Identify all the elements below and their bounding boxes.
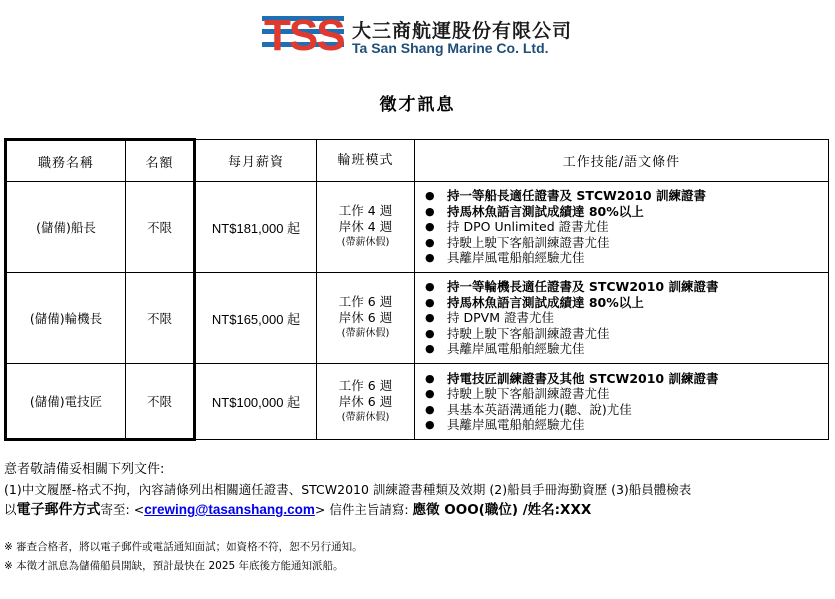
skill-item: ● 持駛上駛下客船訓練證書尤佳: [425, 386, 610, 401]
email-link[interactable]: crewing@tasanshang.com: [144, 502, 315, 517]
company-name-en: Ta San Shang Marine Co. Ltd.: [352, 40, 549, 56]
company-logo: [262, 10, 582, 56]
job-skills: [415, 273, 829, 364]
table-row: [6, 273, 829, 364]
job-shift: [317, 364, 415, 440]
job-quota: 不限: [126, 182, 195, 273]
bullet-icon: ●: [425, 402, 435, 416]
skills-list: [415, 186, 828, 268]
job-quota: 不限: [126, 364, 195, 440]
bullet-icon: ●: [425, 371, 435, 385]
skill-item: ● 持電技匠訓練證書及其他 STCW2010 訓練證書: [425, 370, 719, 386]
skill-item: ● 持 DPO Unlimited 證書尤佳: [425, 219, 609, 235]
shift-note: (帶薪休假): [341, 411, 390, 423]
logo-text: TSS: [264, 11, 344, 54]
shift-note: (帶薪休假): [341, 328, 390, 339]
instructions-heading: 意者敬請備妥相關下列文件:: [4, 462, 165, 477]
bullet-icon: ●: [425, 342, 435, 356]
application-instructions: [4, 460, 832, 520]
note-item: ※ 審查合格者，將以電子郵件或電話通知面試；如資格不符，恕不另行通知。: [4, 541, 363, 553]
skills-list: [415, 277, 828, 359]
job-salary: NT$181,000 起: [195, 182, 317, 273]
skill-item: ● 持馬林魚語言測試成績達 80%以上: [425, 203, 644, 219]
header-shift: 輪班模式: [317, 140, 415, 182]
bullet-icon: ●: [425, 311, 435, 325]
job-skills: [415, 364, 829, 440]
email-subject-format: 應徵 OOO(職位) /姓名:XXX: [412, 502, 592, 518]
job-title: (儲備)船長: [6, 182, 126, 273]
note-item: ※ 本徵才訊息為儲備船員開缺，預計最快在 2025 年底後方能通知派船。: [4, 560, 344, 572]
email-method-label: 電子郵件方式: [16, 502, 101, 518]
shift-work: 工作 6 週: [338, 377, 393, 393]
job-title: (儲備)輪機長: [6, 273, 126, 364]
bullet-icon: ●: [425, 280, 435, 294]
bullet-icon: ●: [425, 235, 435, 249]
job-shift: [317, 182, 415, 273]
skill-item: ● 具離岸風電船舶經驗尤佳: [425, 417, 585, 432]
job-title: (儲備)電技匠: [6, 364, 126, 440]
skill-item: ● 持駛上駛下客船訓練證書尤佳: [425, 234, 610, 250]
shift-work: 工作 4 週: [338, 203, 393, 218]
table-row: [6, 364, 829, 440]
header-quota: 名額: [126, 140, 195, 182]
company-name-cn: 大三商航運股份有限公司: [352, 20, 573, 42]
job-salary: NT$100,000 起: [195, 364, 317, 440]
header-job-title: 職務名稱: [6, 140, 126, 182]
bullet-icon: ●: [425, 220, 435, 234]
job-shift: [317, 273, 415, 364]
job-salary: NT$165,000 起: [195, 273, 317, 364]
skill-item: ● 持馬林魚語言測試成績達 80%以上: [425, 294, 644, 310]
bullet-icon: ●: [425, 326, 435, 340]
job-skills: [415, 182, 829, 273]
required-documents: (1)中文履歷-格式不拘，內容請條列出相關適任證書、STCW2010 訓練證書種類及效期 (2)船員手冊海勤資歷 (3)船員體檢表: [4, 482, 692, 497]
shift-note: (帶薪休假): [341, 237, 390, 248]
bullet-icon: ●: [425, 251, 435, 265]
header-skills: 工作技能/語文條件: [415, 140, 829, 182]
skills-list: [415, 369, 828, 435]
skill-item: ● 持一等船長適任證書及 STCW2010 訓練證書: [425, 188, 706, 204]
skill-item: ● 具基本英語溝通能力(聽、說)尤佳: [425, 401, 632, 417]
shift-leave: 岸休 6 週: [338, 310, 393, 325]
bullet-icon: ●: [425, 189, 435, 203]
jobs-table: [4, 138, 829, 441]
skill-item: ● 具離岸風電船舶經驗尤佳: [425, 250, 585, 266]
skill-item: ● 持駛上駛下客船訓練證書尤佳: [425, 325, 610, 341]
table-header-row: [6, 140, 829, 182]
header-salary: 每月薪資: [195, 140, 317, 182]
shift-work: 工作 6 週: [338, 294, 393, 309]
bullet-icon: ●: [425, 295, 435, 309]
table-row: [6, 182, 829, 273]
bullet-icon: ●: [425, 204, 435, 218]
bullet-icon: ●: [425, 387, 435, 400]
skill-item: ● 具離岸風電船舶經驗尤佳: [425, 341, 585, 357]
skill-item: ● 持一等輪機長適任證書及 STCW2010 訓練證書: [425, 279, 719, 295]
bullet-icon: ●: [425, 418, 435, 431]
shift-leave: 岸休 4 週: [338, 219, 393, 234]
email-instructions: 以電子郵件方式寄至: <crewing@tasanshang.com> 信件主旨請寫: 應徵 OOO(職位) /姓名:XXX: [4, 502, 592, 518]
shift-leave: 岸休 6 週: [338, 393, 393, 409]
skill-item: ● 持 DPVM 證書尤佳: [425, 310, 554, 326]
page-title: 徵才訊息: [379, 95, 456, 115]
notes: [4, 538, 363, 576]
job-quota: 不限: [126, 273, 195, 364]
tss-logo-icon: [262, 10, 344, 54]
